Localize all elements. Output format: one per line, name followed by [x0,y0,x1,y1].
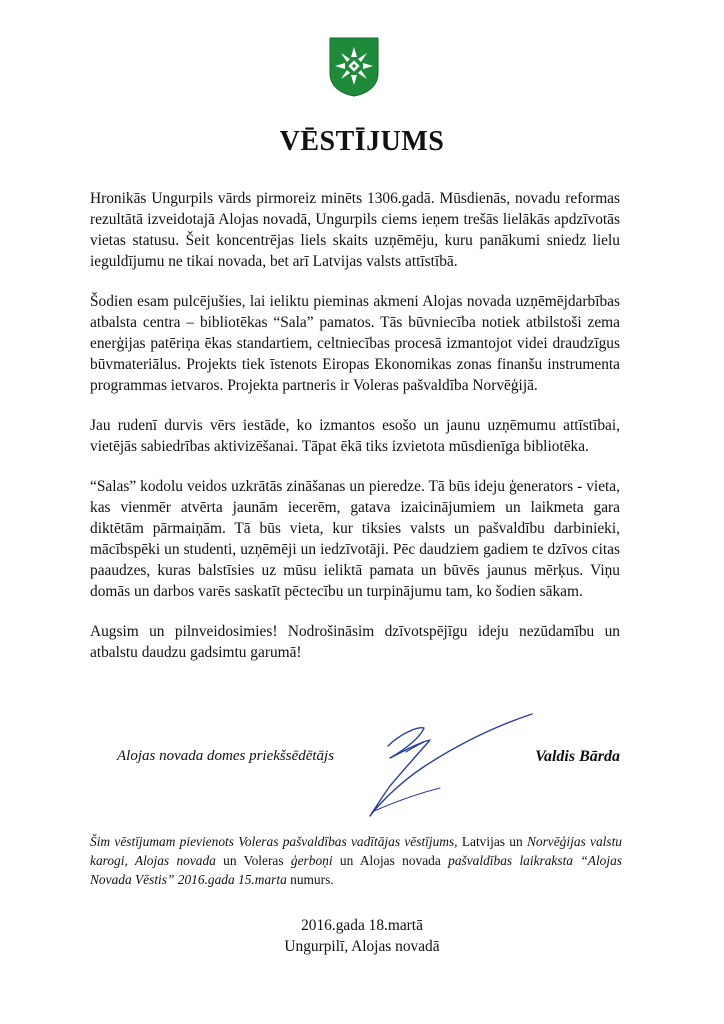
note-part-3: Norvēģijas valstu karogi, Alojas novada [90,834,622,868]
note-part-6: un Alojas novada [332,853,449,868]
date-place-block [0,915,724,957]
date-line: 2016.gada 18.martā [301,917,423,934]
note-part-4: un Voleras [215,853,291,868]
paragraph-3: Jau rudenī durvis vērs iestāde, ko izmantos esošo un jaunu uzņēmumu attīstībai, vietējās sabiedrības aktivizēšanai. Tāpat ēkā tiks izvietota mūsdienīga bibliotēka. [90,417,620,455]
signature-block [90,748,620,772]
document-title: VĒSTĪJUMS [279,126,445,157]
paragraph-1: Hronikās Ungurpils vārds pirmoreiz minēts 1306.gadā. Mūsdienās, novadu reformas rezultātā izveidotajā Alojas novadā, Ungurpils ciems ieņem trešās lielākās apdzīvotās vietas statusu. Šeit koncentrējas liels skaits uzņēmēju, kuru panākumi sniedz lielu ieguldījumu ne tikai novada, bet arī Latvijas valsts attīstībā. [90,190,620,270]
signatory-name: Valdis Bārda [535,748,620,765]
place-line: Ungurpilī, Alojas novadā [284,938,440,955]
coat-of-arms-icon [329,37,379,97]
note-part-8: numurs. [286,872,334,887]
paragraph-5: Augsim un pilnveidosimies! Nodrošināsim dzīvotspējīgu ideju nezūdamību un atbalstu daudzu gadsimtu garumā! [90,623,620,661]
paragraph-4: “Salas” kodolu veidos uzkrātās zināšanas un pieredze. Tā būs ideju ģenerators - vieta, kas vienmēr atvērta jaunām iecerēm, gatava izaicinājumiem un laikmeta gara diktētām pārmaiņām. Tā būs vieta, kur tiksies valsts un pašvaldību darbinieki, mācībspēki un studenti, uzņēmēji un iedzīvotāji. Pēc daudziem gadiem te dzīvos citas paaudzes, kuras balstīsies uz mūsu ieliktā pamata un būvēs jaunus mērķus. Viņu domās un darbos varēs saskatīt pēctecību un turpinājumu tam, ko šodien sākam. [90,478,620,600]
message-body [90,188,620,682]
note-part-5: ģerboņi [290,853,333,868]
note-part-2: Latvijas un [457,834,527,849]
signatory-title: Alojas novada domes priekšsēdētājs [117,748,335,764]
note-part-1: Šim vēstījumam pievienots Voleras pašvaldības vadītājas vēstījums, [90,834,458,849]
paragraph-2: Šodien esam pulcējušies, lai ieliktu pieminas akmeni Alojas novada uzņēmējdarbības atbalsta centra – bibliotēkas “Sala” pamatos. Tās būvniecība notiek atbilstoši zema enerģijas patēriņa ēkas standartiem, celtniecības procesā izmantojot videi draudzīgus būvmateriālus. Projekts tiek īstenots Eiropas Ekonomikas zonas finanšu instrumenta programmas ietvaros. Projekta partneris ir Voleras pašvaldība Norvēģijā. [90,293,620,394]
attachments-note [90,832,622,889]
note-part-7: pašvaldības laikraksta “Alojas Novada Vēstis” 2016.gada 15.marta [90,853,622,887]
